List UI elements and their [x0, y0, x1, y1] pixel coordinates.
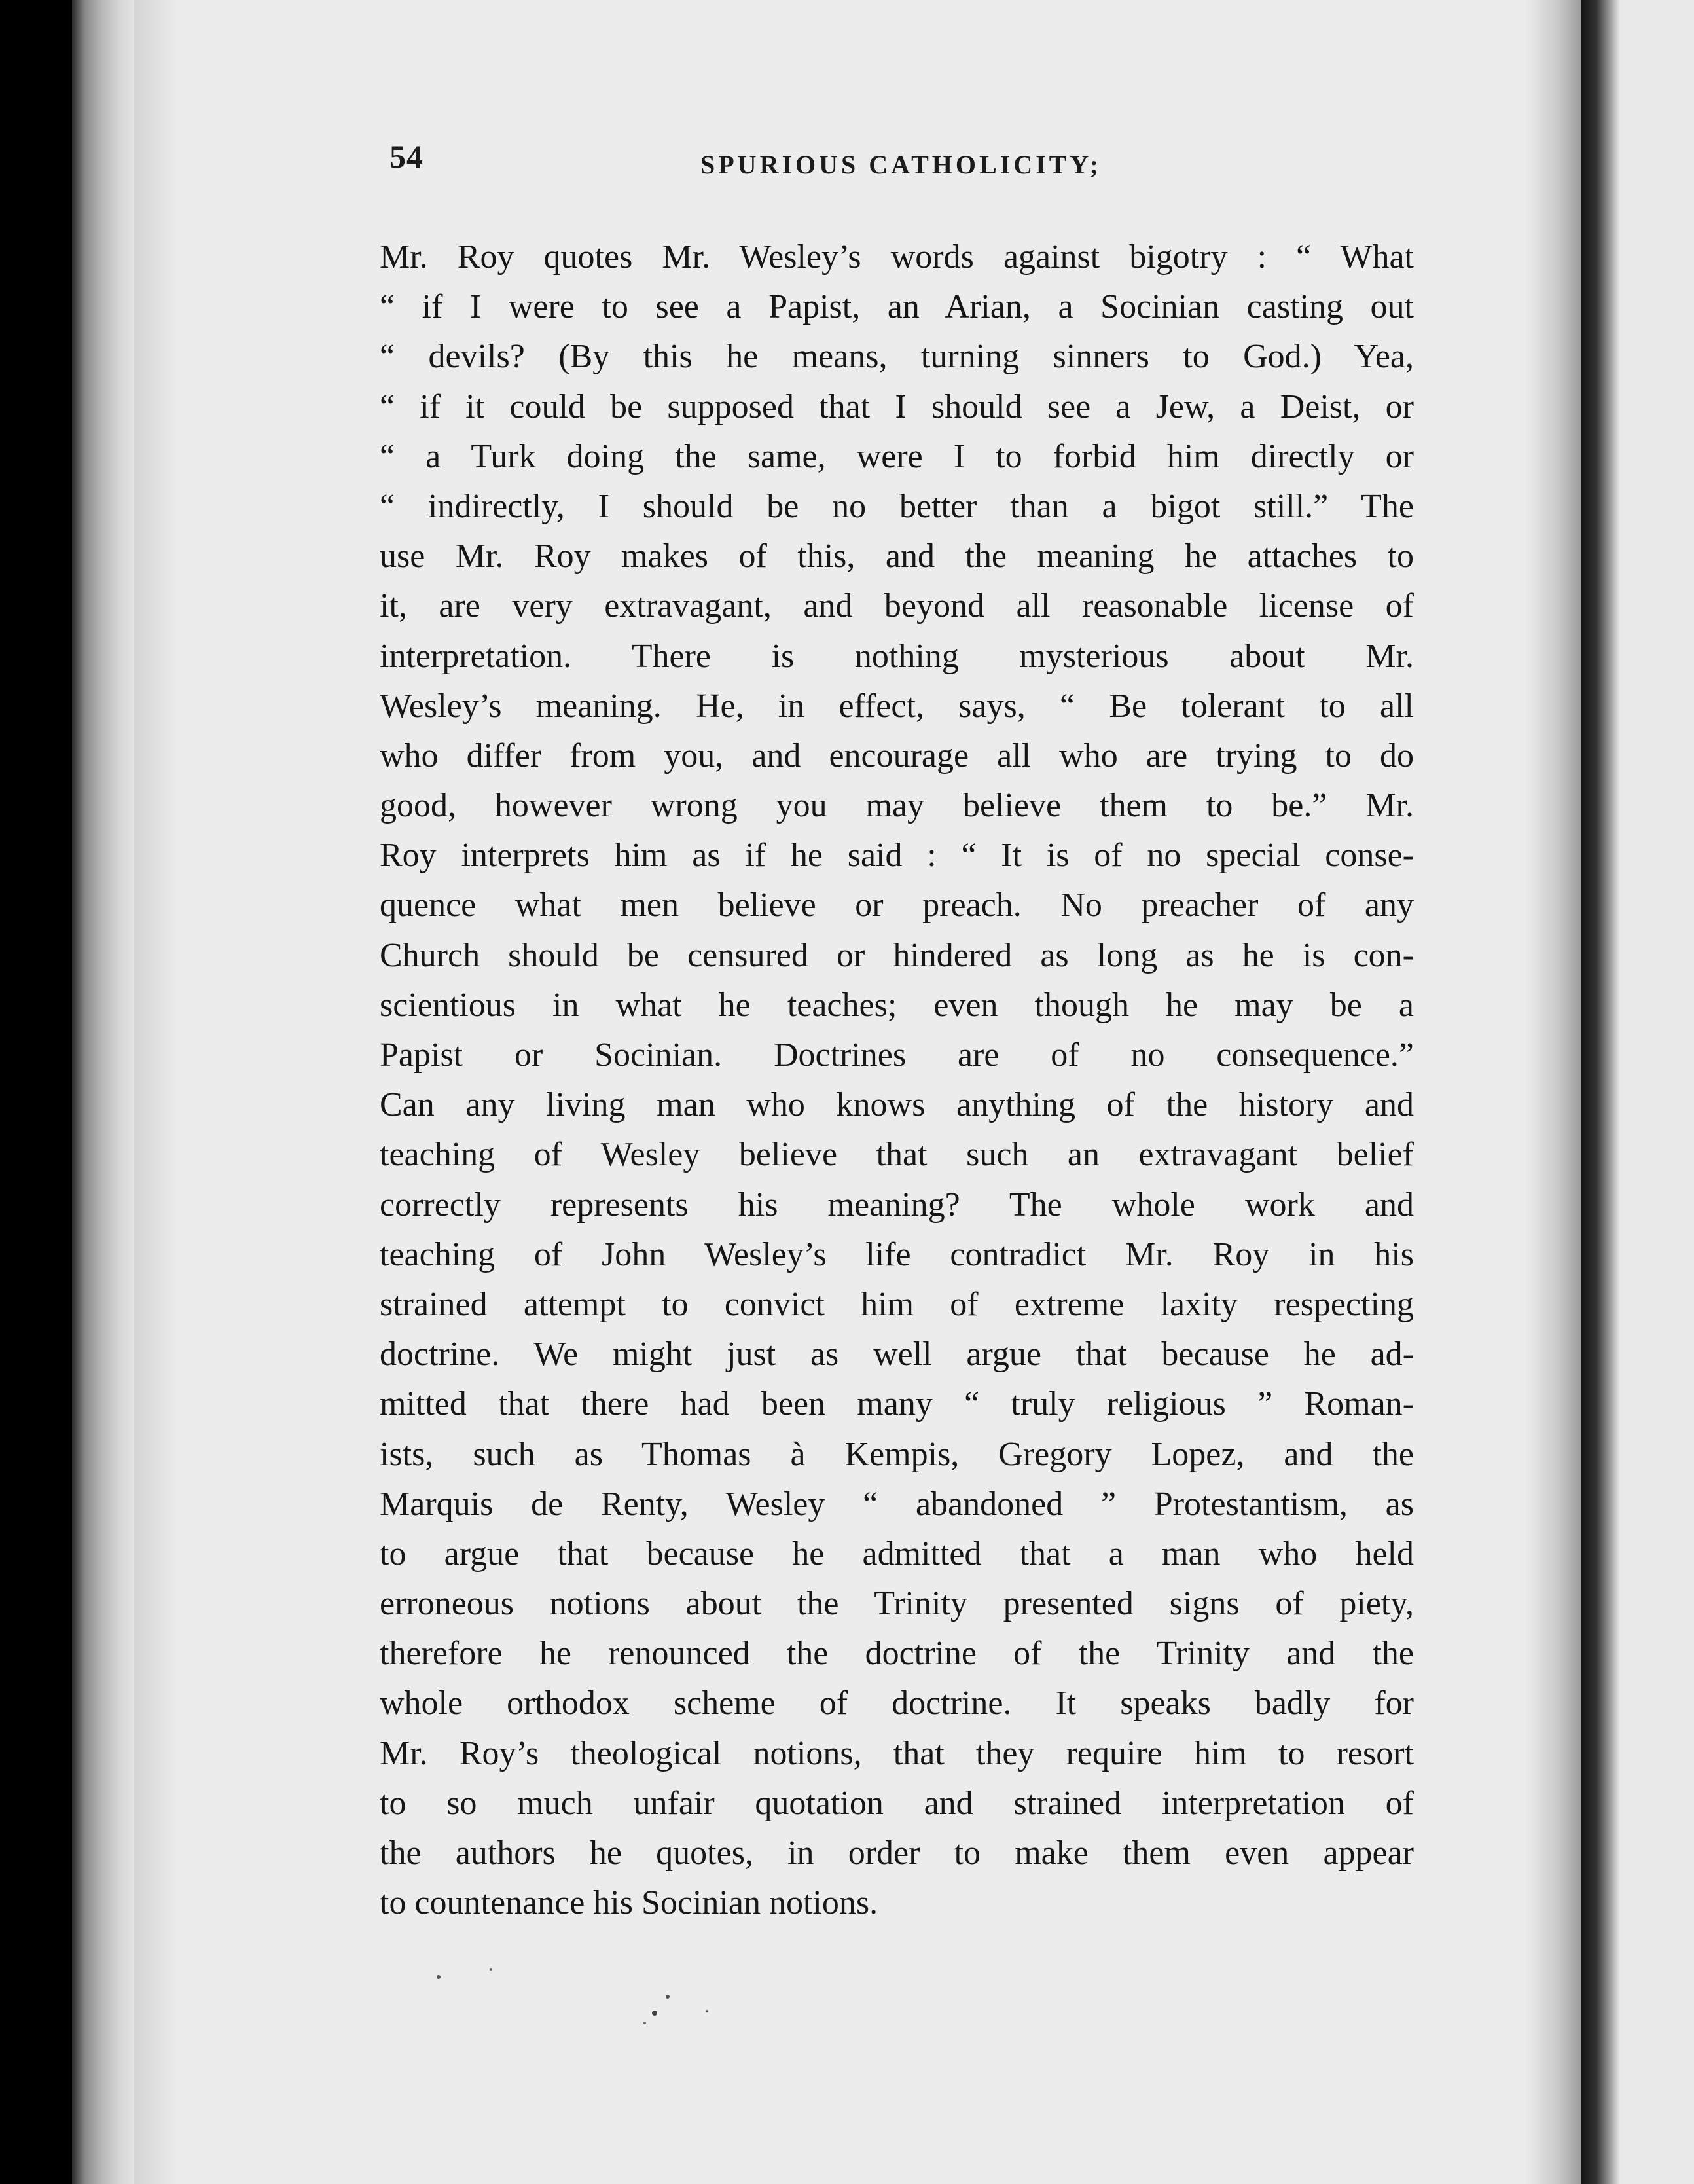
- text-line: Marquis de Renty, Wesley “ abandoned ” Protestantism, as: [380, 1485, 1414, 1523]
- text-line: teaching of John Wesley’s life contradict Mr. Roy in his: [380, 1235, 1414, 1273]
- text-line: doctrine. We might just as well argue that because he ad-: [380, 1336, 1414, 1374]
- scan-specks: [393, 1964, 785, 2069]
- text-line: teaching of Wesley believe that such an extravagant belief: [380, 1136, 1414, 1174]
- text-line: “ devils? (By this he means, turning sinners to God.) Yea,: [380, 338, 1414, 376]
- text-line: Can any living man who knows anything of the history and: [380, 1086, 1414, 1124]
- text-line: to argue that because he admitted that a man who held: [380, 1535, 1414, 1573]
- text-line: “ if I were to see a Papist, an Arian, a Socinian casting out: [380, 288, 1414, 326]
- text-line: quence what men believe or preach. No preacher of any: [380, 886, 1414, 924]
- text-line: whole orthodox scheme of doctrine. It speaks badly for: [380, 1684, 1414, 1722]
- text-line: Papist or Socinian. Doctrines are of no consequence.”: [380, 1036, 1414, 1074]
- page-header: [389, 137, 1424, 190]
- text-line: good, however wrong you may believe them to be.” Mr.: [380, 787, 1414, 825]
- text-line: the authors he quotes, in order to make them even appear: [380, 1834, 1414, 1872]
- text-line: “ a Turk doing the same, were I to forbid him directly or: [380, 437, 1414, 475]
- page-number: 54: [389, 138, 424, 175]
- text-line: mitted that there had been many “ truly religious ” Roman-: [380, 1385, 1414, 1423]
- text-line: Church should be censured or hindered as long as he is con-: [380, 936, 1414, 974]
- facing-page-shadow: [1581, 0, 1620, 2184]
- text-line: scientious in what he teaches; even though he may be a: [380, 986, 1414, 1024]
- page-stack-edge: [72, 0, 137, 2184]
- text-line: ists, such as Thomas à Kempis, Gregory Lopez, and the: [380, 1435, 1414, 1473]
- text-line: Mr. Roy’s theological notions, that they require him to resort: [380, 1734, 1414, 1772]
- running-head: SPURIOUS CATHOLICITY;: [700, 150, 1102, 179]
- text-line: strained attempt to convict him of extreme laxity respecting: [380, 1285, 1414, 1323]
- page-gutter-shadow: [1525, 0, 1581, 2184]
- text-line: therefore he renounced the doctrine of the Trinity and the: [380, 1635, 1414, 1673]
- text-line-last: to countenance his Socinian notions.: [380, 1884, 878, 1922]
- body-text: [380, 232, 1414, 1928]
- text-line: who differ from you, and encourage all who are trying to do: [380, 737, 1414, 774]
- text-line: use Mr. Roy makes of this, and the meaning he attaches to: [380, 537, 1414, 575]
- text-line: Roy interprets him as if he said : “ It is of no special conse-: [380, 837, 1414, 875]
- text-line: correctly represents his meaning? The whole work and: [380, 1186, 1414, 1224]
- text-line: erroneous notions about the Trinity presented signs of piety,: [380, 1585, 1414, 1623]
- text-line: it, are very extravagant, and beyond all reasonable license of: [380, 587, 1414, 625]
- text-line: Wesley’s meaning. He, in effect, says, “ Be tolerant to all: [380, 687, 1414, 725]
- text-line: “ indirectly, I should be no better than a bigot still.” The: [380, 487, 1414, 525]
- text-line: to so much unfair quotation and strained interpretation of: [380, 1784, 1414, 1822]
- text-line: interpretation. There is nothing mysterious about Mr.: [380, 637, 1414, 675]
- text-line: “ if it could be supposed that I should see a Jew, a Deist, or: [380, 388, 1414, 426]
- text-line: Mr. Roy quotes Mr. Wesley’s words against bigotry : “ What: [380, 238, 1414, 276]
